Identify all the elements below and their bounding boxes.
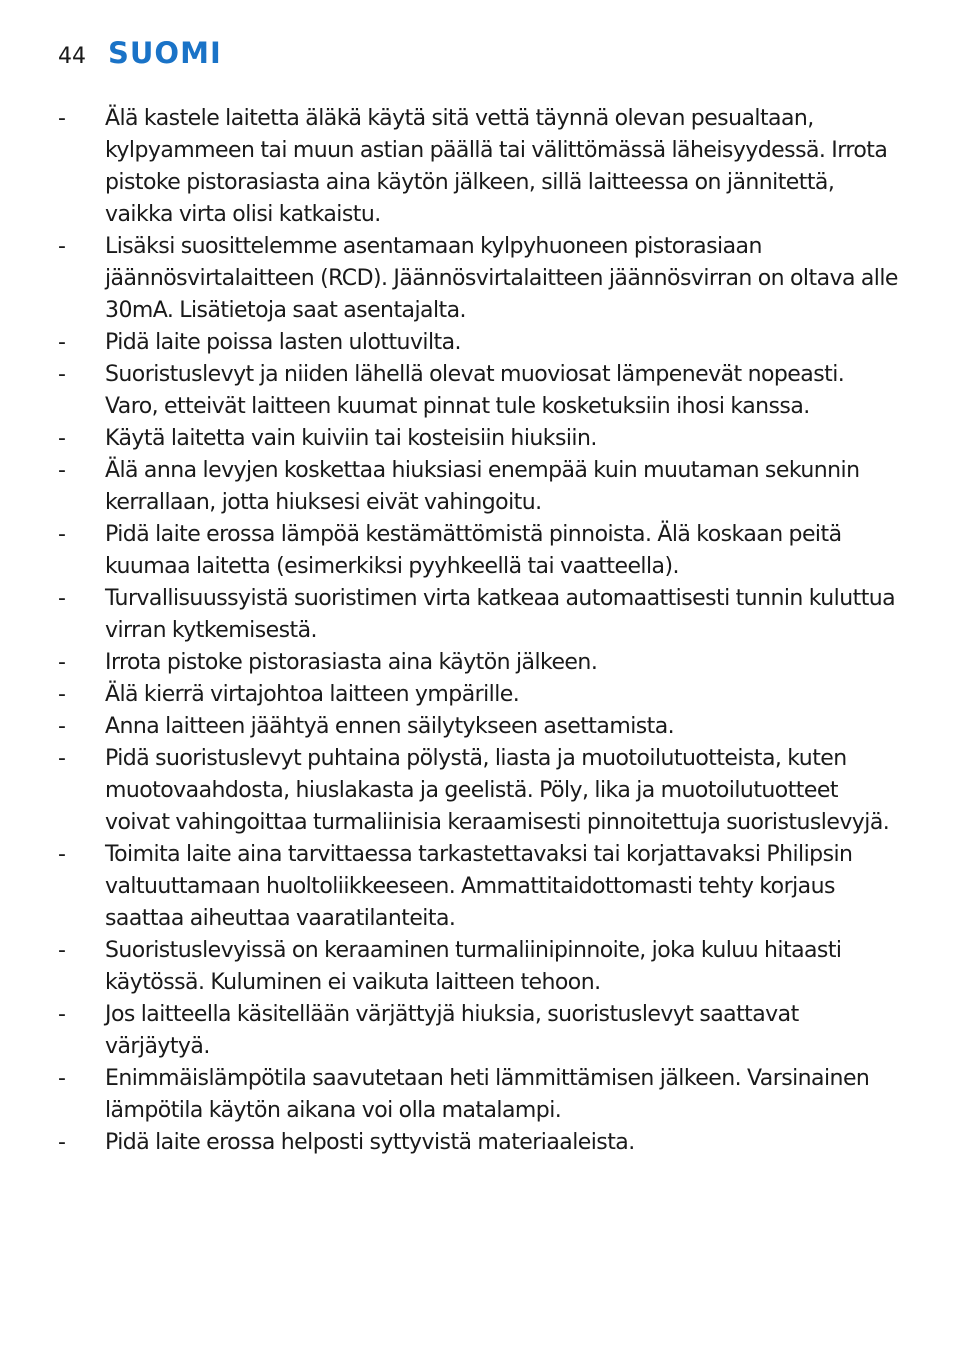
list-item-text: Suoristuslevyissä on keraaminen turmaliinipinnoite, joka kuluu hitaasti käytössä. Kuluminen ei vaikuta laitteen tehoon. [105, 938, 842, 995]
list-item-text: Jos laitteella käsitellään värjättyjä hiuksia, suoristuslevyt saattavat värjäytyä. [105, 1002, 799, 1059]
list-item-text: Anna laitteen jäähtyä ennen säilytykseen asettamista. [105, 714, 675, 739]
list-item-text: Pidä laite poissa lasten ulottuvilta. [105, 330, 461, 355]
list-item [58, 999, 900, 1063]
bullet-dash: - [58, 842, 66, 867]
bullet-dash: - [58, 1002, 66, 1027]
bullet-dash: - [58, 522, 66, 547]
bullet-dash: - [58, 938, 66, 963]
list-item [58, 935, 900, 999]
list-item-text: Pidä laite erossa lämpöä kestämättömistä pinnoista. Älä koskaan peitä kuumaa laitetta (esimerkiksi pyyhkeellä tai vaatteella). [105, 522, 842, 579]
list-item [58, 359, 900, 423]
list-item-text: Toimita laite aina tarvittaessa tarkastettavaksi tai korjattavaksi Philipsin valtuuttamaan huoltoliikkeeseen. Ammattitaidottomasti tehty korjaus saattaa aiheuttaa vaaratilanteita. [105, 842, 853, 931]
safety-warning-list [58, 103, 900, 1159]
list-item-text: Turvallisuussyistä suoristimen virta katkeaa automaattisesti tunnin kuluttua virran kytkemisestä. [105, 586, 896, 643]
bullet-dash: - [58, 746, 66, 771]
list-item [58, 231, 900, 327]
bullet-dash: - [58, 714, 66, 739]
list-item [58, 423, 900, 455]
list-item-text: Älä anna levyjen koskettaa hiuksiasi enempää kuin muutaman sekunnin kerrallaan, jotta hiuksesi eivät vahingoitu. [105, 458, 860, 515]
bullet-dash: - [58, 106, 66, 131]
bullet-dash: - [58, 330, 66, 355]
list-item-text: Älä kierrä virtajohtoa laitteen ympärille. [105, 682, 520, 707]
list-item [58, 583, 900, 647]
list-item [58, 103, 900, 231]
page-header [58, 36, 222, 70]
bullet-dash: - [58, 1066, 66, 1091]
list-item-text: Älä kastele laitetta äläkä käytä sitä vettä täynnä olevan pesualtaan, kylpyammeen tai muun astian päällä tai välittömässä läheisyydessä. Irrota pistoke pistorasiasta aina käytön jälkeen, sillä laitteessa on jännitettä, vaikka virta olisi katkaistu. [105, 106, 888, 227]
list-item [58, 839, 900, 935]
bullet-dash: - [58, 682, 66, 707]
list-item [58, 679, 900, 711]
bullet-dash: - [58, 426, 66, 451]
list-item [58, 519, 900, 583]
list-item-text: Lisäksi suosittelemme asentamaan kylpyhuoneen pistorasiaan jäännösvirtalaitteen (RCD). Jäännösvirtalaitteen jäännösvirran on oltava alle 30mA. Lisätietoja saat asentajalta. [105, 234, 898, 323]
bullet-dash: - [58, 1130, 66, 1155]
bullet-dash: - [58, 586, 66, 611]
list-item [58, 327, 900, 359]
list-item-text: Pidä laite erossa helposti syttyvistä materiaaleista. [105, 1130, 635, 1155]
list-item [58, 647, 900, 679]
list-item-text: Käytä laitetta vain kuiviin tai kosteisiin hiuksiin. [105, 426, 597, 451]
list-item [58, 1127, 900, 1159]
list-item-text: Enimmäislämpötila saavutetaan heti lämmittämisen jälkeen. Varsinainen lämpötila käytön aikana voi olla matalampi. [105, 1066, 870, 1123]
bullet-dash: - [58, 362, 66, 387]
list-item-text: Pidä suoristuslevyt puhtaina pölystä, liasta ja muotoilutuotteista, kuten muotovaahdosta, hiuslakasta ja geelistä. Pöly, lika ja muotoilutuotteet voivat vahingoittaa turmaliinisia keraamisesti pinnoitettuja suoristuslevyjä. [105, 746, 890, 835]
list-item [58, 455, 900, 519]
list-item [58, 1063, 900, 1127]
page-number: 44 [58, 44, 86, 69]
list-item-text: Irrota pistoke pistorasiasta aina käytön jälkeen. [105, 650, 598, 675]
bullet-dash: - [58, 650, 66, 675]
bullet-dash: - [58, 458, 66, 483]
list-item [58, 743, 900, 839]
bullet-dash: - [58, 234, 66, 259]
language-title: SUOMI [108, 36, 222, 70]
list-item-text: Suoristuslevyt ja niiden lähellä olevat muoviosat lämpenevät nopeasti. Varo, etteivät laitteen kuumat pinnat tule kosketuksiin ihosi kanssa. [105, 362, 845, 419]
list-item [58, 711, 900, 743]
